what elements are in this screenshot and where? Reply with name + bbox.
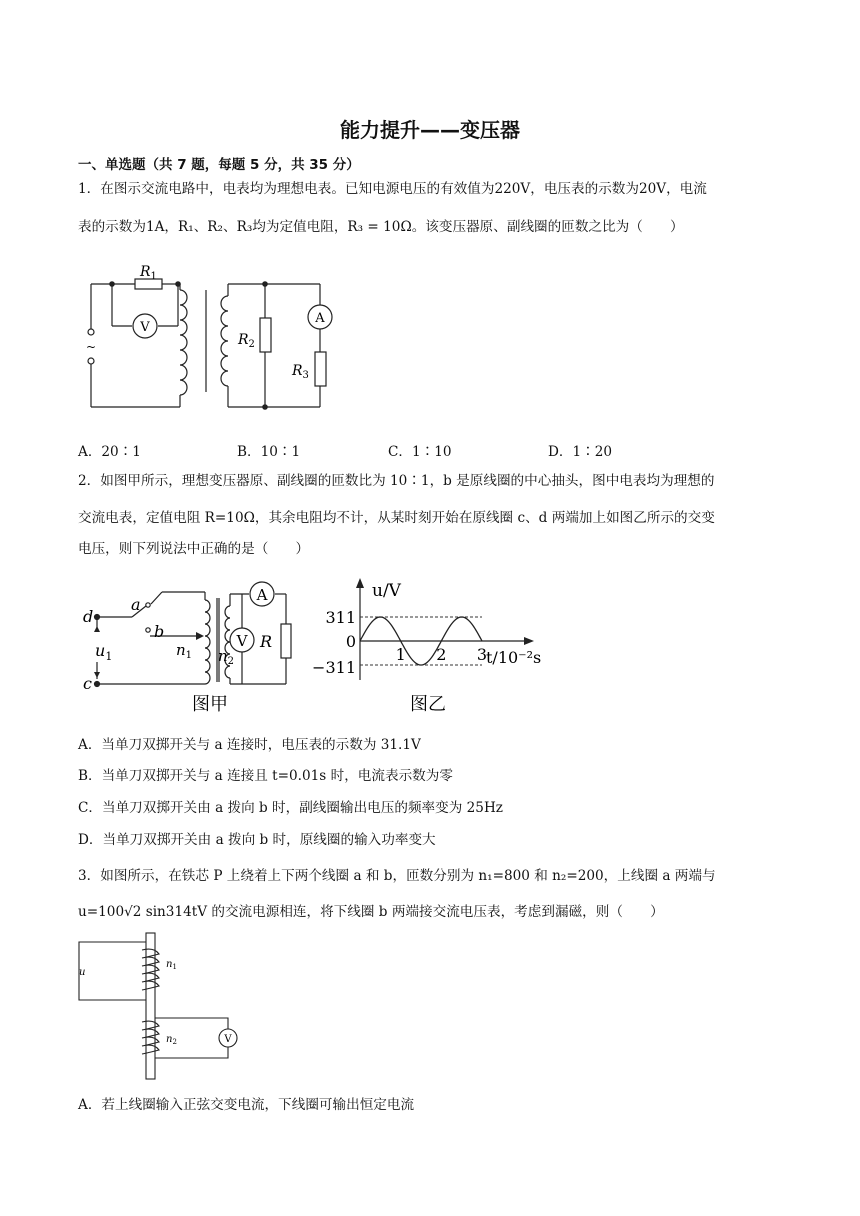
q1-label-r2: $R_2$ bbox=[238, 332, 255, 350]
q2-option-d[interactable]: D．当单刀双掷开关由 a 拨向 b 时，原线圈的输入功率变大 bbox=[78, 832, 436, 848]
q1-line1: 1．在图示交流电路中，电表均为理想电表。已知电源电压的有效值为220V，电压表的示数为20V，电流 bbox=[78, 181, 707, 197]
q2-ammeter-label: A bbox=[256, 586, 268, 604]
q2-label-d: d bbox=[83, 607, 94, 626]
q2-option-a[interactable]: A．当单刀双掷开关与 a 连接时，电压表的示数为 31.1V bbox=[78, 737, 421, 753]
q2-line2: 交流电表，定值电阻 R=10Ω，其余电阻均不计，从某时刻开始在原线圈 c、d 两端加上如图乙所示的交变 bbox=[78, 510, 715, 526]
q3-voltmeter-label: V bbox=[224, 1034, 232, 1045]
chart-x-arrow bbox=[524, 637, 534, 645]
chart-y-label: u/V bbox=[372, 581, 401, 601]
q3-option-a[interactable]: A．若上线圈输入正弦交变电流，下线圈可输出恒定电流 bbox=[78, 1097, 415, 1113]
q2-circuit-diagram bbox=[80, 574, 300, 716]
chart-x-tick-1: 1 bbox=[395, 645, 406, 664]
section-heading: 一、单选题（共 7 题，每题 5 分，共 35 分） bbox=[78, 157, 360, 173]
chart-x-label: t/10⁻²s bbox=[486, 648, 542, 667]
q1-option-d[interactable]: D．1∶20 bbox=[548, 444, 613, 460]
q3-label-n2: $n_2$ bbox=[166, 1034, 177, 1046]
q2-label-b: b bbox=[154, 622, 165, 641]
q1-label-r3: $R_3$ bbox=[292, 363, 309, 381]
q2-label-n2: $n_2$ bbox=[218, 647, 235, 667]
chart-y-arrow bbox=[356, 578, 364, 588]
q2-line3: 电压，则下列说法中正确的是（ ） bbox=[78, 541, 310, 557]
q3-label-u: u bbox=[79, 967, 86, 978]
q1-label-r1: $R_1$ bbox=[140, 264, 157, 282]
q2-option-b[interactable]: B．当单刀双掷开关与 a 连接且 t=0.01s 时，电流表示数为零 bbox=[78, 768, 453, 784]
chart-y-tick-zero: 0 bbox=[345, 632, 356, 651]
q2-line1: 2．如图甲所示，理想变压器原、副线圈的匝数比为 10∶1，b 是原线圈的中心抽头，图中电表均为理想的 bbox=[78, 473, 715, 489]
q2-option-c[interactable]: C．当单刀双掷开关由 a 拨向 b 时，副线圈输出电压的频率变为 25Hz bbox=[78, 800, 503, 816]
q2-fig-a-caption: 图甲 bbox=[192, 694, 228, 715]
page-title: 能力提升——变压器 bbox=[340, 118, 520, 142]
q3-line1: 3．如图所示，在铁芯 P 上绕着上下两个线圈 a 和 b，匝数分别为 n₁=800 和 n₂=200，上线圈 a 两端与 bbox=[78, 868, 716, 884]
q2-label-r: R bbox=[260, 632, 273, 651]
q2-voltage-chart bbox=[310, 574, 560, 716]
q2-label-a: a bbox=[131, 595, 141, 614]
q2-fig-b-caption: 图乙 bbox=[410, 694, 446, 715]
q3-coil-diagram bbox=[76, 930, 246, 1082]
q1-voltmeter-label: V bbox=[140, 320, 150, 335]
q1-ammeter-label: A bbox=[315, 311, 325, 326]
q2-label-u1: $u_1$ bbox=[95, 641, 113, 663]
q1-option-b[interactable]: B．10∶1 bbox=[237, 444, 301, 460]
q2-voltmeter-label: V bbox=[236, 632, 248, 650]
q2-label-c: c bbox=[83, 674, 92, 693]
q3-label-n1: $n_1$ bbox=[166, 959, 177, 971]
q1-line2: 表的示数为1A，R₁、R₂、R₃均为定值电阻，R₃ = 10Ω。该变压器原、副线圈的匝数之比为（ ） bbox=[78, 219, 684, 235]
q3-line2: u=100√2 sin314tV 的交流电源相连，将下线圈 b 两端接交流电压表，考虑到漏磁，则（ ） bbox=[78, 904, 664, 920]
q1-option-a[interactable]: A．20∶1 bbox=[78, 444, 141, 460]
q2-label-n1: $n_1$ bbox=[176, 641, 193, 661]
q1-option-c[interactable]: C．1∶10 bbox=[388, 444, 452, 460]
chart-y-tick-top: 311 bbox=[325, 608, 356, 627]
chart-x-tick-2: 2 bbox=[436, 645, 447, 664]
chart-x-tick-3: 3 bbox=[476, 645, 488, 664]
q1-source-symbol: ~ bbox=[85, 340, 97, 354]
chart-y-tick-bottom: −311 bbox=[312, 658, 356, 677]
q1-circuit-diagram bbox=[80, 260, 340, 412]
